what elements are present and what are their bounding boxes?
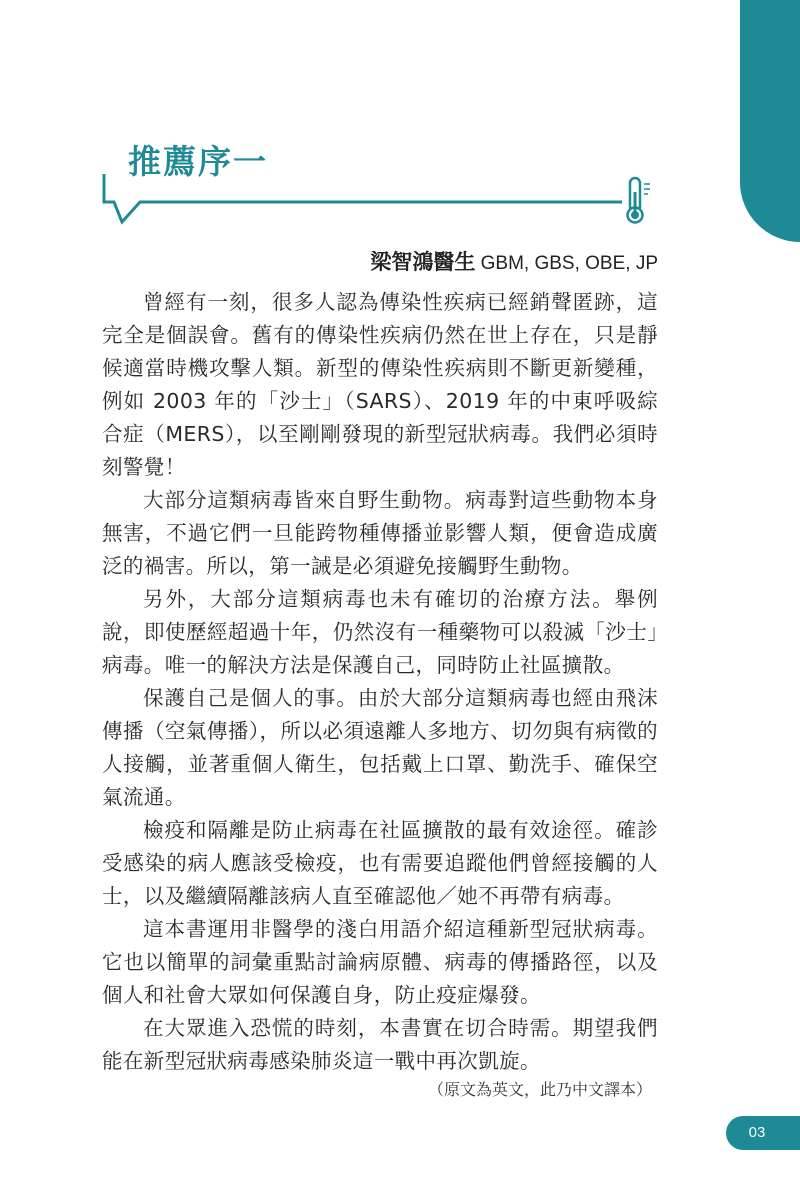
body-text <box>102 286 658 1078</box>
paragraph: 在大眾進入恐慌的時刻，本書實在切合時需。期望我們能在新型冠狀病毒感染肺炎這一戰中再次凱旋。 <box>102 1016 658 1073</box>
side-tab-decoration <box>740 0 800 242</box>
author-name: 梁智鴻醫生 <box>370 250 476 274</box>
title-frame-decoration <box>96 172 696 232</box>
page-number: 03 <box>748 1124 766 1141</box>
page-number-tab <box>726 1116 800 1150</box>
paragraph: 大部分這類病毒皆來自野生動物。病毒對這些動物本身無害，不過它們一旦能跨物種傳播並影響人類，便會造成廣泛的禍害。所以，第一誡是必須避免接觸野生動物。 <box>102 488 658 578</box>
paragraph: 檢疫和隔離是防止病毒在社區擴散的最有效途徑。確診受感染的病人應該受檢疫，也有需要追蹤他們曾經接觸的人士，以及繼續隔離該病人直至確認他／她不再帶有病毒。 <box>102 818 658 908</box>
paragraph: 這本書運用非醫學的淺白用語介紹這種新型冠狀病毒。它也以簡單的詞彙重點討論病原體、病毒的傳播路徑，以及個人和社會大眾如何保護自身，防止疫症爆發。 <box>102 917 658 1007</box>
translation-note: （原文為英文，此乃中文譯本） <box>427 1080 652 1099</box>
paragraph: 保護自己是個人的事。由於大部分這類病毒也經由飛沫傳播（空氣傳播），所以必須遠離人多地方、切勿與有病徵的人接觸，並著重個人衛生，包括戴上口罩、勤洗手、確保空氣流通。 <box>102 686 658 809</box>
author-line <box>370 248 658 278</box>
paragraph: 曾經有一刻，很多人認為傳染性疾病已經銷聲匿跡，這完全是個誤會。舊有的傳染性疾病仍然在世上存在，只是靜候適當時機攻擊人類。新型的傳染性疾病則不斷更新變種，例如 2003 年的「沙士」（SARS）、2019 年的中東呼吸綜合症（MERS），以至剛剛發現的新型冠狀病毒。我們必須時刻警覺！ <box>102 290 658 479</box>
author-honors: GBM, GBS, OBE, JP <box>475 253 658 274</box>
thermometer-icon <box>622 176 656 226</box>
paragraph: 另外，大部分這類病毒也未有確切的治療方法。舉例說，即使歷經超過十年，仍然沒有一種藥物可以殺滅「沙士」病毒。唯一的解決方法是保護自己，同時防止社區擴散。 <box>102 587 658 677</box>
page-title: 推薦序一 <box>128 142 268 181</box>
